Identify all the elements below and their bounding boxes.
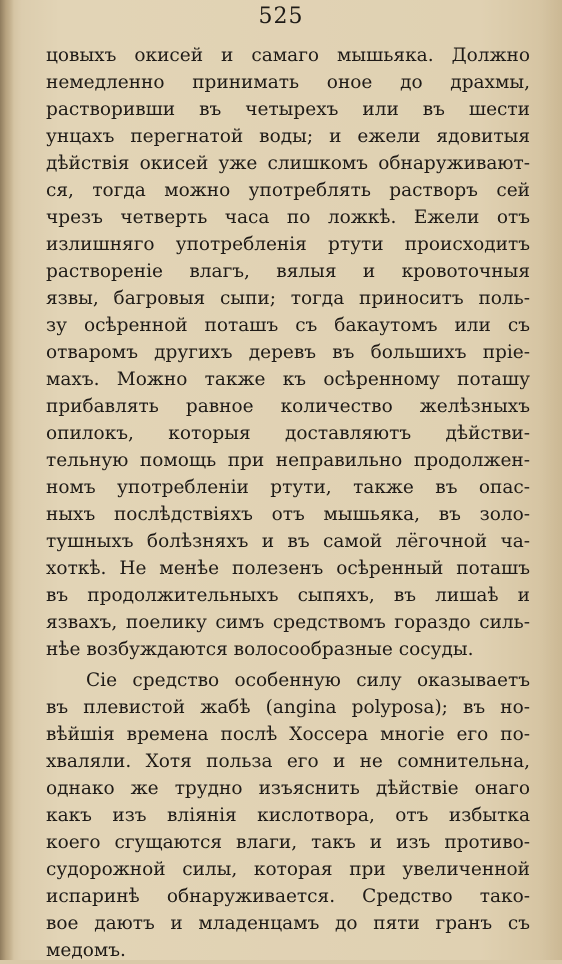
text-line: немедленно принимать оное до драхмы, (46, 72, 530, 93)
text-line: хваляли. Хотя польза его и не сомнительна, (46, 751, 530, 772)
text-line: зу осѣренной поташъ съ бакаутомъ или съ (46, 315, 530, 336)
text-line: растворивши въ четырехъ или въ шести (46, 99, 530, 120)
text-line: опилокъ, которыя доставляютъ дѣйстви- (46, 423, 530, 444)
text-line: унцахъ перегнатой воды; и ежели ядовитыя (46, 126, 530, 147)
text-line: язвахъ, поелику симъ средствомъ гораздо силь- (46, 612, 530, 633)
text-line: отваромъ другихъ деревъ въ большихъ пріе- (46, 342, 530, 363)
text-line: въ плевистой жабѣ (angina polyposa); въ но- (46, 697, 530, 718)
text-line: номъ употребленіи ртути, также въ опас- (46, 477, 530, 498)
paragraph-1 (46, 42, 530, 663)
text-line: излишняго употребленія ртути происходитъ (46, 234, 530, 255)
text-line: прибавлять равное количество желѣзныхъ (46, 396, 530, 417)
text-line: въ продолжительныхъ сыпяхъ, въ лишаѣ и (46, 585, 530, 606)
text-line: Сіе средство особенную силу оказываетъ (86, 670, 530, 691)
text-line: дѣйствія окисей уже слишкомъ обнаруживают- (46, 153, 530, 174)
text-line: судорожной силы, которая при увеличенной (46, 859, 530, 880)
text-line: вое даютъ и младенцамъ до пяти гранъ съ (46, 913, 530, 934)
text-line: язвы, багровыя сыпи; тогда приноситъ поль- (46, 288, 530, 309)
text-line: однако же трудно изъяснить дѣйствіе онаго (46, 778, 530, 799)
text-line: тельную помощь при неправильно продолжен- (46, 450, 530, 471)
text-line: ныхъ послѣдствіяхъ отъ мышьяка, въ золо- (46, 504, 530, 525)
text-line: махъ. Можно также къ осѣренному поташу (46, 369, 530, 390)
binding-shadow (0, 0, 14, 960)
text-line: ся, тогда можно употреблять растворъ сей (46, 180, 530, 201)
page-number: 525 (258, 4, 304, 29)
text-line: вѣйшія времена послѣ Хоссера многіе его по- (46, 724, 530, 745)
text-line: цовыхъ окисей и самаго мышьяка. Должно (46, 45, 530, 66)
text-line: раствореніе влагъ, вялыя и кровоточныя (46, 261, 530, 282)
text-line: чрезъ четверть часа по ложкѣ. Ежели отъ (46, 207, 530, 228)
text-line: какъ изъ вліянія кислотвора, отъ избытка (46, 805, 530, 826)
text-line: медомъ. (46, 940, 126, 961)
text-block (46, 42, 530, 964)
text-line: хоткѣ. Не менѣе полезенъ осѣренный поташъ (46, 558, 530, 579)
text-line: коего сгущаются влаги, такъ и изъ противо- (46, 832, 530, 853)
paragraph-2 (46, 667, 530, 964)
text-line: нѣе возбуждаются волосообразные сосуды. (46, 639, 474, 660)
text-line: тушныхъ болѣзняхъ и въ самой лёгочной ча- (46, 531, 530, 552)
text-line: испаринѣ обнаруживается. Средство тако- (46, 886, 530, 907)
